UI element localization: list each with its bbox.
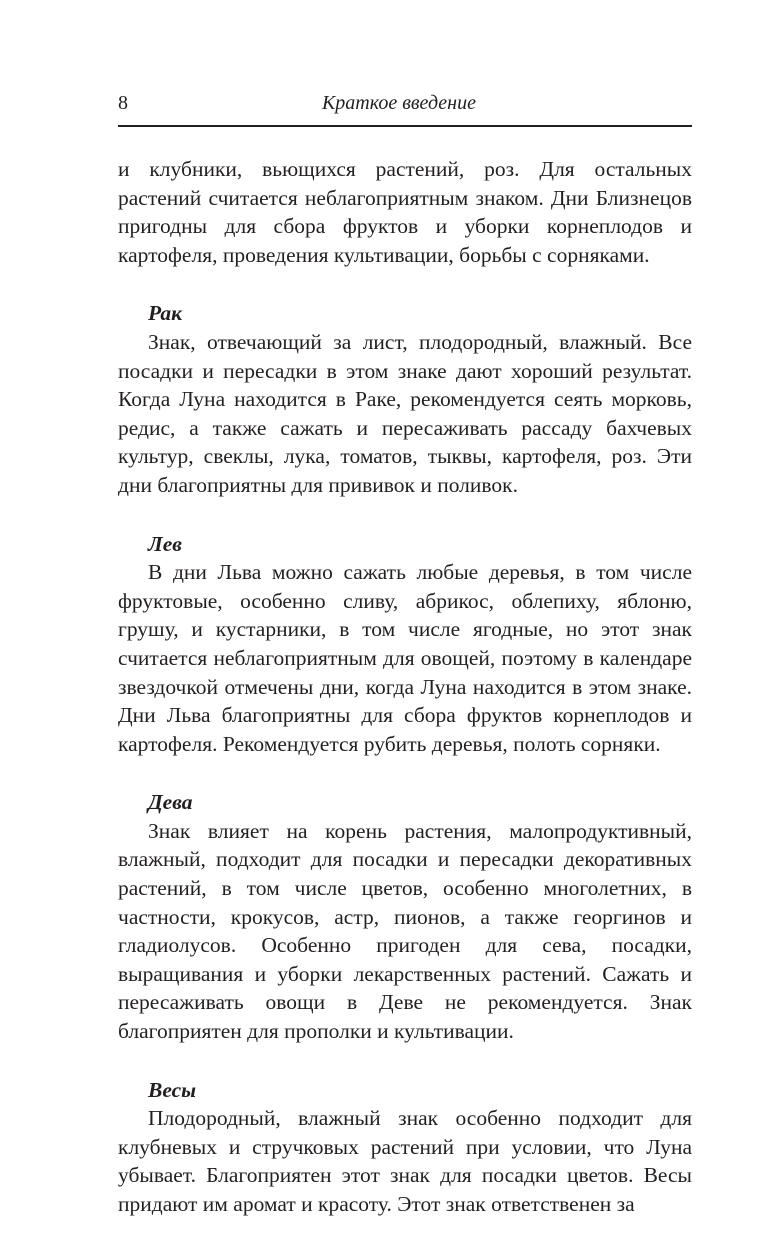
body-text — [118, 155, 692, 1219]
section-lev — [118, 530, 692, 759]
section-rak — [118, 299, 692, 499]
header-rule — [118, 125, 692, 127]
page-number: 8 — [118, 92, 128, 114]
section-title-lev: Лев — [148, 531, 182, 556]
intro-paragraph: и клубники, вьющихся растений, роз. Для остальных растений считается неблагоприятным знаком. Дни Близнецов пригодны для сбора фруктов и уборки корнеплодов и картофеля, проведения культивации, борьбы с сорняками. — [118, 157, 692, 267]
section-title-rak: Рак — [148, 301, 182, 326]
section-title-deva: Дева — [148, 790, 193, 815]
running-head — [118, 88, 692, 120]
section-text-lev: В дни Льва можно сажать любые деревья, в том числе фруктовые, особенно сливу, абрикос, облепиху, яблоню, грушу, и кустарники, в том числе ягодные, но этот знак считается неблагоприятным для овощей, поэтому в календаре звездочкой отмечены дни, когда Луна находится в этом знаке. Дни Льва благоприятны для сбора фруктов корнеплодов и картофеля. Рекомендуется рубить деревья, полоть сорняки. — [118, 560, 692, 756]
book-page — [118, 0, 692, 1240]
section-vesy — [118, 1076, 692, 1219]
section-text-vesy: Плодородный, влажный знак особенно подходит для клубневых и стручковых растений при условии, что Луна убывает. Благоприятен этот знак для посадки цветов. Весы придают им аромат и красоту. Этот знак ответственен за — [118, 1106, 692, 1216]
section-deva — [118, 788, 692, 1045]
section-title-vesy: Весы — [148, 1077, 197, 1102]
running-title: Краткое введение — [322, 92, 476, 114]
section-text-rak: Знак, отвечающий за лист, плодородный, влажный. Все посадки и пересадки в этом знаке дают хороший результат. Когда Луна находится в Раке, рекомендуется сеять морковь, редис, а также сажать и пересаживать рассаду бахчевых культур, свеклы, лука, томатов, тыквы, картофеля, роз. Эти дни благоприятны для прививок и поливок. — [118, 329, 692, 497]
section-text-deva: Знак влияет на корень растения, малопродуктивный, влажный, подходит для посадки и пересадки декоративных растений, в том числе цветов, особенно многолетних, в частности, крокусов, астр, пионов, а также георгинов и гладиолусов. Особенно пригоден для сева, посадки, выращивания и уборки лекарственных растений. Сажать и пересаживать овощи в Деве не рекомендуется. Знак благоприятен для прополки и культивации. — [118, 818, 692, 1044]
